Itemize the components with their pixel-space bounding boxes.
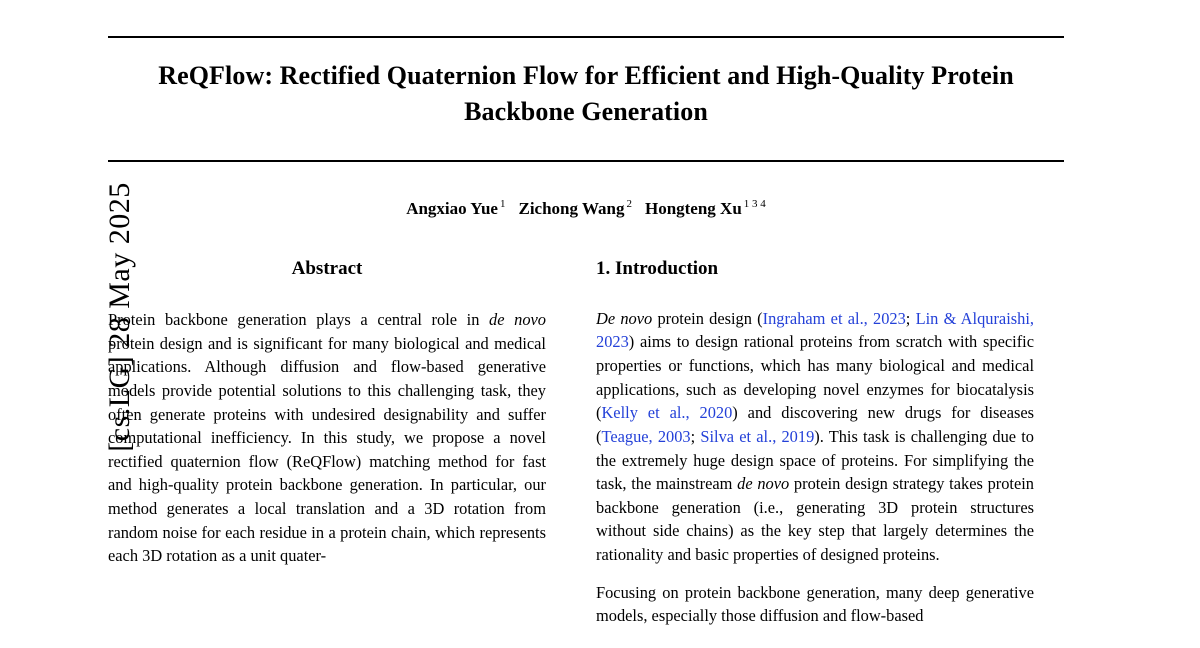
intro-text: ) aims to design rational proteins from scratch with specific properties or functions, which has many biological and medical applications, such as developing novel enzymes for biocatalysis ( — [596, 332, 1034, 423]
title-rule-bottom — [108, 160, 1064, 162]
introduction-heading: 1. Introduction — [596, 258, 719, 279]
page-title: ReQFlow: Rectified Quaternion Flow for Efficient and High-Quality Protein Backbone Generation — [158, 61, 1014, 126]
intro-italic-de-novo-2: de novo — [737, 474, 790, 494]
intro-text: ; — [690, 426, 701, 446]
intro-text-2: Focusing on protein backbone generation, many deep generative models, especially those diffusion and flow-based — [596, 582, 1034, 626]
two-column-body — [108, 258, 1064, 648]
citation-link-kelly-2020[interactable]: Kelly et al., 2020 — [601, 403, 733, 423]
citation-link-lin-alquraishi-2023[interactable]: Lin & Alquraishi, 2023 — [596, 308, 1034, 352]
introduction-paragraph-1 — [596, 307, 1034, 567]
abstract-text-a: Protein backbone generation plays a central role in — [108, 310, 490, 329]
author-list — [108, 198, 1064, 219]
author-entry — [645, 199, 766, 218]
intro-text: protein design ( — [652, 308, 763, 328]
paper-content — [108, 0, 1064, 648]
author-affiliation-marker: 1 — [499, 198, 506, 210]
left-column — [108, 258, 546, 648]
citation-link-ingraham-2023[interactable]: Ingraham et al., 2023 — [762, 308, 906, 328]
arxiv-stamp: [cs.LG] 28 May 2025 — [103, 182, 136, 452]
intro-text: ). This task is challenging due to the extremely huge design space of proteins. For simplifying the task, the mainstream — [596, 426, 1034, 494]
author-name: Zichong Wang — [518, 198, 625, 218]
title-rule-top — [108, 36, 1064, 38]
abstract-heading: Abstract — [291, 258, 363, 279]
right-column — [596, 258, 1034, 648]
author-entry — [406, 199, 505, 218]
intro-text: ) and discovering new drugs for diseases ( — [596, 403, 1034, 446]
author-affiliation-marker: 2 — [626, 198, 632, 210]
author-name: Angxiao Yue — [406, 198, 498, 218]
author-affiliation-marker: 1 3 4 — [743, 198, 766, 210]
abstract-paragraph — [108, 308, 546, 568]
introduction-paragraph-2 — [596, 581, 1034, 628]
citation-link-teague-2003[interactable]: Teague, 2003 — [601, 426, 691, 446]
intro-text: ; — [905, 308, 916, 328]
abstract-text-italic: de novo — [489, 310, 546, 329]
citation-link-silva-2019[interactable]: Silva et al., 2019 — [700, 426, 815, 446]
intro-text: protein design strategy takes protein backbone generation (i.e., generating 3D protein structures without side chains) as the key step that largely determines the rationality and basic properties of designed proteins. — [596, 474, 1034, 565]
intro-italic-de-novo: De novo — [596, 308, 653, 328]
author-entry — [518, 199, 631, 218]
abstract-text-b: protein design and is significant for many biological and medical applications. Although diffusion and flow-based generative models provide potential solutions to this challenging task, they often generate proteins with undesired designability and suffer computational inefficiency. In this study, we propose a novel rectified quaternion flow (ReQFlow) matching method for fast and high-quality protein backbone generation. In particular, our method generates a local translation and a 3D rotation from random noise for each residue in a protein chain, which represents each 3D rotation as a unit quater- — [108, 333, 546, 566]
author-name: Hongteng Xu — [644, 198, 742, 218]
